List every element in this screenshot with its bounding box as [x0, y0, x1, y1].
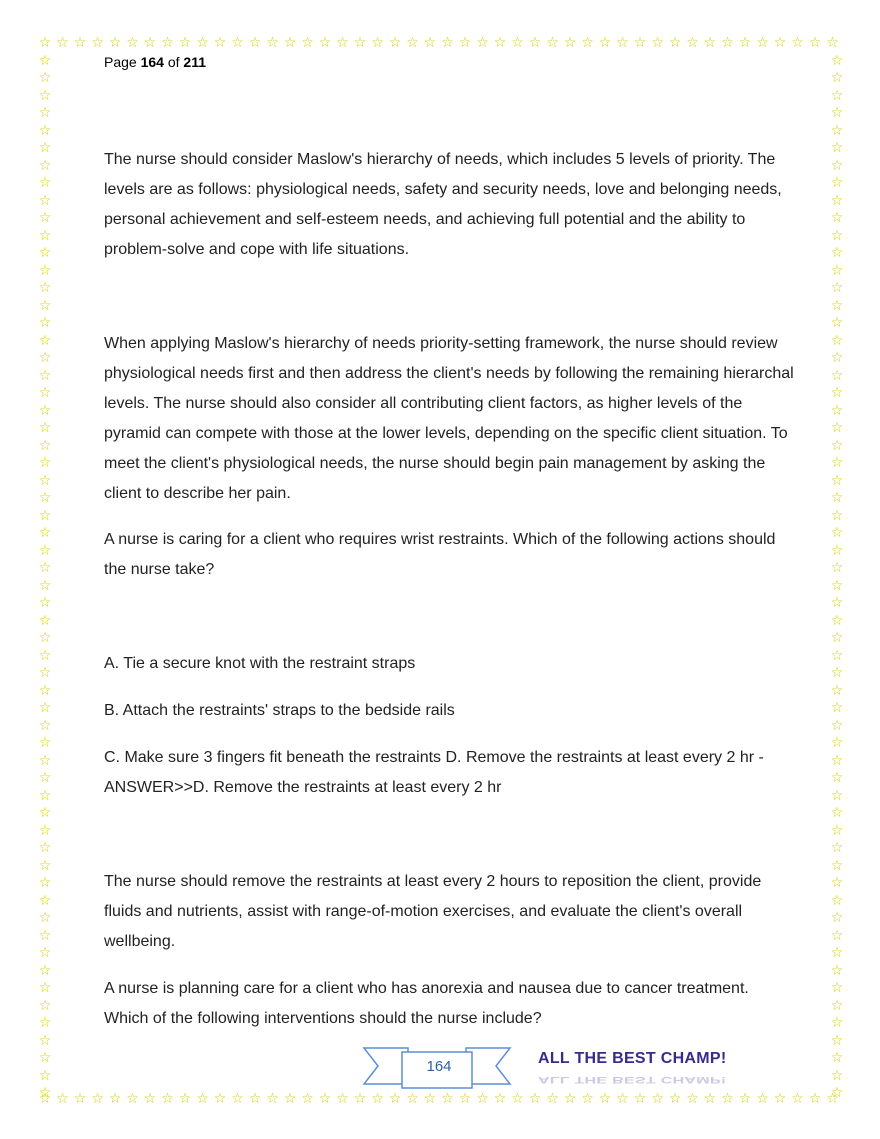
- star-icon: [38, 736, 52, 750]
- star-icon: [830, 614, 844, 628]
- star-icon: [830, 789, 844, 803]
- star-icon: [38, 386, 52, 400]
- star-icon: [38, 649, 52, 663]
- star-icon: [830, 736, 844, 750]
- star-icon: [248, 1092, 262, 1106]
- page-label: Page: [104, 54, 137, 70]
- star-icon: [38, 71, 52, 85]
- star-icon: [830, 299, 844, 313]
- star-icon: [38, 36, 52, 50]
- star-icon: [371, 36, 385, 50]
- star-icon: [178, 36, 192, 50]
- star-icon: [38, 789, 52, 803]
- star-icon: [406, 36, 420, 50]
- star-icon: [458, 1092, 472, 1106]
- star-icon: [830, 964, 844, 978]
- star-icon: [830, 771, 844, 785]
- star-icon: [830, 929, 844, 943]
- option-a: A. Tie a secure knot with the restraint straps: [104, 655, 416, 672]
- star-icon: [143, 1092, 157, 1106]
- star-icon: [353, 1092, 367, 1106]
- star-icon: [826, 36, 840, 50]
- footer-slogan-reflection: ALL THE BEST CHAMP!: [538, 1074, 727, 1084]
- star-icon: [738, 1092, 752, 1106]
- star-icon: [756, 36, 770, 50]
- star-icon: [38, 281, 52, 295]
- star-icon: [830, 911, 844, 925]
- star-icon: [476, 1092, 490, 1106]
- star-icon: [73, 36, 87, 50]
- star-icon: [668, 36, 682, 50]
- star-icon: [38, 316, 52, 330]
- star-icon: [283, 1092, 297, 1106]
- star-icon: [738, 36, 752, 50]
- star-icon: [38, 1051, 52, 1065]
- star-icon: [830, 334, 844, 348]
- star-icon: [406, 1092, 420, 1106]
- star-icon: [546, 36, 560, 50]
- star-icon: [38, 544, 52, 558]
- star-icon: [38, 1034, 52, 1048]
- star-icon: [336, 1092, 350, 1106]
- star-icon: [756, 1092, 770, 1106]
- star-icon: [161, 36, 175, 50]
- star-icon: [318, 1092, 332, 1106]
- star-icon: [808, 36, 822, 50]
- star-icon: [830, 141, 844, 155]
- star-icon: [830, 386, 844, 400]
- star-icon: [633, 36, 647, 50]
- star-icon: [73, 1092, 87, 1106]
- star-icon: [830, 544, 844, 558]
- star-icon: [38, 964, 52, 978]
- star-icon: [283, 36, 297, 50]
- star-icon: [830, 246, 844, 260]
- star-icon: [441, 1092, 455, 1106]
- star-icon: [493, 1092, 507, 1106]
- star-icon: [830, 946, 844, 960]
- star-icon: [830, 876, 844, 890]
- star-icon: [830, 719, 844, 733]
- star-icon: [231, 36, 245, 50]
- star-icon: [830, 1016, 844, 1030]
- star-icon: [830, 456, 844, 470]
- star-icon: [830, 526, 844, 540]
- star-icon: [38, 841, 52, 855]
- star-icon: [616, 36, 630, 50]
- star-icon: [38, 229, 52, 243]
- star-icon: [423, 1092, 437, 1106]
- star-icon: [38, 999, 52, 1013]
- paragraph-maslow-application: When applying Maslow's hierarchy of needs priority-setting framework, the nurse should review physiological needs first and then address the client's needs by following the remaining hierarchal levels. The nurse should also consider all contributing client factors, as higher levels of the pyramid can compete with those at the lower levels, depending on the specific client situation. To meet the client's physiological needs, the nurse should begin pain management by asking the client to describe her pain.: [104, 335, 794, 502]
- star-icon: [581, 36, 595, 50]
- star-icon: [38, 526, 52, 540]
- star-icon: [38, 806, 52, 820]
- star-icon: [830, 124, 844, 138]
- star-icon: [38, 579, 52, 593]
- star-icon: [38, 439, 52, 453]
- star-icon: [830, 89, 844, 103]
- star-icon: [563, 1092, 577, 1106]
- page-of-label: of: [167, 54, 180, 70]
- star-icon: [38, 509, 52, 523]
- star-icon: [791, 1092, 805, 1106]
- star-icon: [38, 771, 52, 785]
- star-icon: [38, 876, 52, 890]
- star-icon: [703, 36, 717, 50]
- star-icon: [830, 684, 844, 698]
- star-icon: [830, 981, 844, 995]
- star-icon: [38, 54, 52, 68]
- star-icon: [38, 211, 52, 225]
- star-icon: [38, 1069, 52, 1083]
- paragraph-maslow-intro: The nurse should consider Maslow's hierarchy of needs, which includes 5 levels of priority. The levels are as follows: physiological needs, safety and security needs, love and belonging needs, personal achievement and self-esteem needs, and achieving full potential and the ability to problem-solve and cope with life situations.: [104, 151, 782, 258]
- star-icon: [38, 404, 52, 418]
- star-icon: [830, 859, 844, 873]
- star-icon: [686, 1092, 700, 1106]
- star-icon: [581, 1092, 595, 1106]
- star-icon: [371, 1092, 385, 1106]
- star-icon: [248, 36, 262, 50]
- star-icon: [830, 806, 844, 820]
- star-icon: [56, 1092, 70, 1106]
- paragraph-restraint-rationale: The nurse should remove the restraints at least every 2 hours to reposition the client, provide fluids and nutrients, assist with range-of-motion exercises, and evaluate the client's overall wellbeing.: [104, 873, 762, 950]
- star-icon: [830, 509, 844, 523]
- star-icon: [38, 159, 52, 173]
- star-icon: [598, 1092, 612, 1106]
- star-icon: [830, 54, 844, 68]
- star-icon: [830, 561, 844, 575]
- star-icon: [266, 1092, 280, 1106]
- star-icon: [830, 1069, 844, 1083]
- star-icon: [830, 351, 844, 365]
- star-icon: [56, 36, 70, 50]
- star-icon: [830, 631, 844, 645]
- star-icon: [318, 36, 332, 50]
- star-icon: [441, 36, 455, 50]
- star-icon: [336, 36, 350, 50]
- page-header: [104, 54, 206, 70]
- star-icon: [196, 36, 210, 50]
- star-icon: [830, 106, 844, 120]
- option-c-and-answer: C. Make sure 3 fingers fit beneath the restraints D. Remove the restraints at least every 2 hr - ANSWER>>D. Remove the restraints at least every 2 hr: [104, 749, 764, 796]
- star-icon: [38, 124, 52, 138]
- star-icon: [830, 176, 844, 190]
- star-icon: [38, 719, 52, 733]
- star-icon: [143, 36, 157, 50]
- star-icon: [388, 1092, 402, 1106]
- star-icon: [38, 894, 52, 908]
- star-icon: [38, 106, 52, 120]
- star-icon: [213, 36, 227, 50]
- star-icon: [91, 36, 105, 50]
- star-icon: [830, 666, 844, 680]
- star-icon: [126, 1092, 140, 1106]
- star-icon: [108, 36, 122, 50]
- star-icon: [388, 36, 402, 50]
- star-icon: [493, 36, 507, 50]
- option-b: B. Attach the restraints' straps to the bedside rails: [104, 702, 455, 719]
- star-icon: [38, 369, 52, 383]
- star-icon: [38, 911, 52, 925]
- total-pages: 211: [183, 54, 207, 70]
- star-icon: [38, 299, 52, 313]
- current-page: 164: [140, 54, 164, 70]
- star-icon: [511, 36, 525, 50]
- star-icon: [423, 36, 437, 50]
- star-icon: [773, 1092, 787, 1106]
- footer-page-number: 164: [426, 1058, 452, 1075]
- star-icon: [38, 351, 52, 365]
- star-icon: [511, 1092, 525, 1106]
- star-icon: [38, 491, 52, 505]
- star-icon: [38, 824, 52, 838]
- star-icon: [830, 649, 844, 663]
- star-icon: [546, 1092, 560, 1106]
- star-icon: [38, 456, 52, 470]
- star-icon: [38, 334, 52, 348]
- star-icon: [633, 1092, 647, 1106]
- footer-slogan: ALL THE BEST CHAMP!: [538, 1050, 727, 1067]
- star-icon: [38, 264, 52, 278]
- question-anorexia-nausea: A nurse is planning care for a client who has anorexia and nausea due to cancer treatment. Which of the following interventions should the nurse include?: [104, 980, 749, 1027]
- star-icon: [38, 89, 52, 103]
- star-icon: [830, 229, 844, 243]
- star-icon: [161, 1092, 175, 1106]
- star-icon: [830, 316, 844, 330]
- star-icon: [830, 701, 844, 715]
- star-icon: [830, 1086, 844, 1100]
- star-icon: [830, 1051, 844, 1065]
- star-icon: [178, 1092, 192, 1106]
- star-icon: [38, 666, 52, 680]
- star-icon: [38, 684, 52, 698]
- star-icon: [830, 369, 844, 383]
- star-icon: [686, 36, 700, 50]
- star-icon: [830, 264, 844, 278]
- star-icon: [38, 176, 52, 190]
- star-icon: [38, 596, 52, 610]
- star-icon: [38, 246, 52, 260]
- star-icon: [213, 1092, 227, 1106]
- star-icon: [38, 1086, 52, 1100]
- star-icon: [38, 421, 52, 435]
- star-icon: [353, 36, 367, 50]
- star-icon: [830, 754, 844, 768]
- star-icon: [703, 1092, 717, 1106]
- star-icon: [830, 281, 844, 295]
- star-icon: [830, 194, 844, 208]
- star-icon: [830, 596, 844, 610]
- star-icon: [668, 1092, 682, 1106]
- star-icon: [830, 71, 844, 85]
- star-icon: [38, 614, 52, 628]
- star-icon: [38, 701, 52, 715]
- star-icon: [830, 404, 844, 418]
- star-icon: [791, 36, 805, 50]
- star-icon: [830, 439, 844, 453]
- star-icon: [830, 491, 844, 505]
- star-icon: [830, 1034, 844, 1048]
- star-icon: [651, 36, 665, 50]
- star-icon: [38, 946, 52, 960]
- question-wrist-restraints: A nurse is caring for a client who requires wrist restraints. Which of the following actions should the nurse take?: [104, 531, 776, 578]
- star-icon: [91, 1092, 105, 1106]
- star-icon: [808, 1092, 822, 1106]
- star-icon: [231, 1092, 245, 1106]
- star-icon: [38, 194, 52, 208]
- star-icon: [38, 141, 52, 155]
- star-icon: [830, 894, 844, 908]
- star-icon: [38, 859, 52, 873]
- star-icon: [301, 36, 315, 50]
- star-icon: [38, 929, 52, 943]
- star-icon: [830, 824, 844, 838]
- star-icon: [266, 36, 280, 50]
- star-icon: [458, 36, 472, 50]
- star-icon: [830, 841, 844, 855]
- star-icon: [528, 1092, 542, 1106]
- star-icon: [196, 1092, 210, 1106]
- star-icon: [476, 36, 490, 50]
- star-icon: [830, 211, 844, 225]
- star-icon: [721, 36, 735, 50]
- star-icon: [38, 1016, 52, 1030]
- star-icon: [301, 1092, 315, 1106]
- star-icon: [773, 36, 787, 50]
- star-icon: [721, 1092, 735, 1106]
- star-icon: [38, 981, 52, 995]
- star-icon: [830, 579, 844, 593]
- star-icon: [108, 1092, 122, 1106]
- star-icon: [616, 1092, 630, 1106]
- star-icon: [830, 159, 844, 173]
- star-icon: [38, 631, 52, 645]
- star-icon: [598, 36, 612, 50]
- star-icon: [38, 754, 52, 768]
- star-icon: [563, 36, 577, 50]
- star-icon: [38, 474, 52, 488]
- star-icon: [830, 999, 844, 1013]
- star-icon: [126, 36, 140, 50]
- star-icon: [38, 561, 52, 575]
- star-icon: [830, 474, 844, 488]
- star-icon: [528, 36, 542, 50]
- star-icon: [651, 1092, 665, 1106]
- star-icon: [830, 421, 844, 435]
